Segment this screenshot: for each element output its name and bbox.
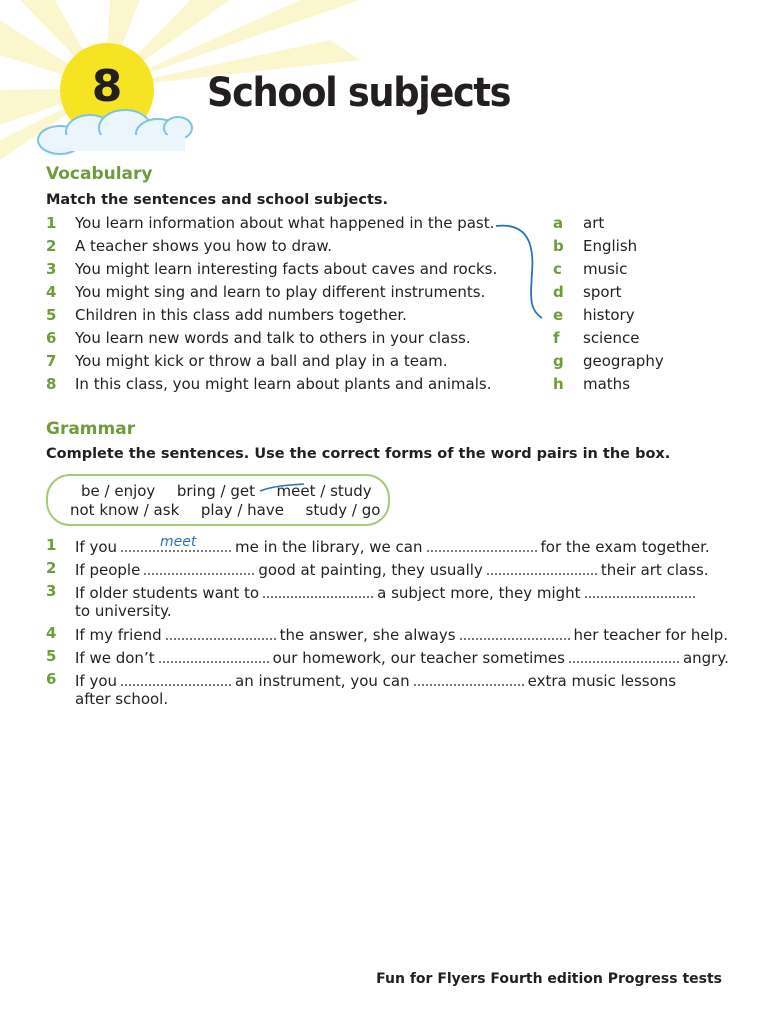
- answer-blank[interactable]: [487, 559, 597, 575]
- subject-name: science: [583, 329, 640, 347]
- word-pair: study / go: [305, 501, 381, 519]
- sentence-text: me in the library, we can: [235, 538, 423, 556]
- grammar-sentence: [75, 559, 709, 580]
- answer-blank[interactable]: [263, 582, 373, 598]
- sentence-number: 3: [46, 582, 57, 600]
- sentence-text: You learn information about what happened in the past.: [75, 214, 495, 232]
- word-pair: be / enjoy: [81, 482, 156, 500]
- sentence-number: 6: [46, 329, 57, 347]
- answer-blank[interactable]: [159, 647, 269, 663]
- strike-through-mark: [258, 482, 308, 494]
- sentence-text: If we don’t: [75, 649, 155, 667]
- sentence-number: 1: [46, 214, 57, 232]
- sentence-text: You might learn interesting facts about caves and rocks.: [75, 260, 498, 278]
- example-match-line: [490, 218, 550, 328]
- subject-name: English: [583, 237, 638, 255]
- answer-blank[interactable]: [585, 582, 695, 598]
- grammar-sentence: [75, 670, 676, 691]
- sentence-number: 5: [46, 306, 57, 324]
- word-pair-crossed-out: meet / study: [276, 482, 372, 500]
- grammar-sentence: [75, 624, 728, 645]
- sentence-text: good at painting, they usually: [258, 561, 483, 579]
- sentence-number: 4: [46, 624, 57, 642]
- word-pair: not know / ask: [70, 501, 180, 519]
- sentence-text: You might kick or throw a ball and play in a team.: [75, 352, 448, 370]
- subject-letter: b: [553, 237, 564, 255]
- sentence-number: 5: [46, 647, 57, 665]
- grammar-heading: Grammar: [46, 419, 136, 439]
- subject-letter: g: [553, 352, 564, 370]
- sentence-number: 6: [46, 670, 57, 688]
- answer-blank[interactable]: [121, 670, 231, 686]
- handwritten-answer: meet: [160, 534, 197, 550]
- sentence-text: If people: [75, 561, 141, 579]
- sentence-text: for the exam together.: [540, 538, 710, 556]
- subject-name: geography: [583, 352, 664, 370]
- subject-letter: e: [553, 306, 564, 324]
- sentence-text: extra music lessons: [527, 672, 677, 690]
- subject-letter: f: [553, 329, 560, 347]
- sentence-text: a subject more, they might: [377, 584, 581, 602]
- sentence-text: angry.: [682, 649, 729, 667]
- unit-number: 8: [91, 61, 123, 112]
- vocabulary-heading: Vocabulary: [46, 164, 153, 184]
- sentence-text: her teacher for help.: [573, 626, 729, 644]
- sentence-continuation: after school.: [75, 690, 169, 708]
- word-pair: bring / get: [176, 482, 255, 500]
- subject-letter: h: [553, 375, 564, 393]
- sentence-text: You learn new words and talk to others in your class.: [75, 329, 471, 347]
- sentence-text: If you: [75, 672, 118, 690]
- grammar-sentence: [75, 582, 699, 603]
- page-title: School subjects: [207, 70, 511, 116]
- sentence-text: You might sing and learn to play different instruments.: [75, 283, 486, 301]
- sentence-text: If my friend: [75, 626, 162, 644]
- subject-name: maths: [583, 375, 631, 393]
- sentence-number: 2: [46, 237, 57, 255]
- sentence-text: the answer, she always: [279, 626, 456, 644]
- answer-blank[interactable]: [569, 647, 679, 663]
- sentence-text: our homework, our teacher sometimes: [272, 649, 565, 667]
- subject-name: art: [583, 214, 605, 232]
- subject-name: music: [583, 260, 628, 278]
- answer-blank[interactable]: [414, 670, 524, 686]
- answer-blank[interactable]: [166, 624, 276, 640]
- sentence-text: Children in this class add numbers together.: [75, 306, 407, 324]
- grammar-sentence: [75, 647, 729, 668]
- sentence-text: If older students want to: [75, 584, 260, 602]
- answer-blank[interactable]: [427, 536, 537, 552]
- sentence-number: 2: [46, 559, 57, 577]
- sentence-number: 7: [46, 352, 57, 370]
- sentence-number: 3: [46, 260, 57, 278]
- subject-name: history: [583, 306, 635, 324]
- word-pairs-box: [46, 474, 390, 526]
- sentence-text: If you: [75, 538, 118, 556]
- answer-blank[interactable]: [460, 624, 570, 640]
- subject-letter: c: [553, 260, 562, 278]
- vocabulary-instruction: Match the sentences and school subjects.: [46, 192, 389, 208]
- answer-blank[interactable]: [144, 559, 254, 575]
- sentence-number: 4: [46, 283, 57, 301]
- subject-letter: d: [553, 283, 564, 301]
- word-box-line: [70, 501, 380, 519]
- word-box-line: [81, 482, 372, 500]
- subject-name: sport: [583, 283, 622, 301]
- sentence-text: In this class, you might learn about plants and animals.: [75, 375, 492, 393]
- sentence-continuation: to university.: [75, 602, 172, 620]
- sentence-number: 1: [46, 536, 57, 554]
- word-pair: play / have: [200, 501, 284, 519]
- grammar-instruction: Complete the sentences. Use the correct forms of the word pairs in the box.: [46, 446, 671, 462]
- sentence-text: A teacher shows you how to draw.: [75, 237, 333, 255]
- footer-text: Fun for Flyers Fourth edition Progress tests: [376, 971, 722, 987]
- sentence-number: 8: [46, 375, 57, 393]
- sentence-text: an instrument, you can: [235, 672, 410, 690]
- sentence-text: their art class.: [600, 561, 709, 579]
- subject-letter: a: [553, 214, 564, 232]
